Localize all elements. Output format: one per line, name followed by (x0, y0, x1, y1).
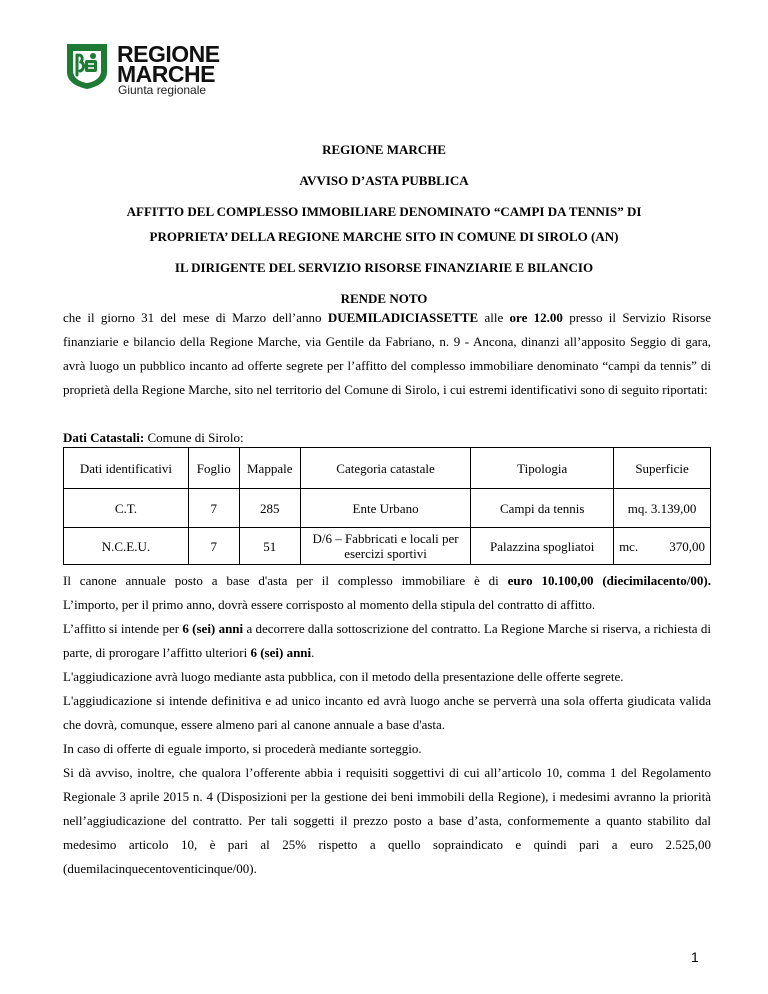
intro-paragraph: che il giorno 31 del mese di Marzo dell’anno DUEMILADICIASSETTE alle ore 12.00 presso il Servizio Risorse finanziarie e bilancio della Regione Marche, via Gentile da Fabriano, n. 9 - Ancona, dinanzi all’apposito Seggio di gara, avrà luogo un pubblico incanto ad offerte segrete per l’affitto del complesso immobiliare denominato “campi da tennis” di proprietà della Regione Marche, sito nel territorio del Comune di Sirolo, i cui estremi identificativi sono di seguito riportati: (63, 310, 712, 397)
avviso-paragraph: Si dà avviso, inoltre, che qualora l’offerente abbia i requisiti soggettivi di cui all’articolo 10, comma 1 del Regolamento Regionale 3 aprile 2015 n. 4 (Disposizioni per la gestione dei beni immobili della Regione), i medesimi avranno la priorità nell’aggiudicazione del contratto. Per tali soggetti il prezzo posto a base d’asta, conformemente a quanto stabilito dal medesimo articolo 10, è pari al 25% rispetto a quello sopraindicato e quindi pari a euro 2.525,00 (duemilacinquecentoventicinque/00). (63, 765, 711, 876)
table-cell: N.C.E.U. (64, 528, 189, 565)
cadastral-table (63, 447, 711, 565)
table-cell: Campi da tennis (471, 489, 614, 528)
table-cell (614, 528, 711, 565)
canone-amount: euro 10.100,00 (diecimilacento/00). (507, 573, 711, 588)
heading-official: IL DIRIGENTE DEL SERVIZIO RISORSE FINANZIARIE E BILANCIO (174, 260, 594, 275)
table-header-row (64, 448, 711, 489)
importo-paragraph: L’importo, per il primo anno, dovrà essere corrisposto al momento della stipula del contratto di affitto. (63, 597, 596, 612)
dati-catastali-text: Comune di Sirolo: (144, 430, 244, 445)
table-cell: C.T. (64, 489, 189, 528)
year-text: DUEMILADICIASSETTE (327, 310, 479, 325)
table-header-cell: Mappale (239, 448, 300, 489)
definitiva-paragraph: L'aggiudicazione si intende definitiva e ad unico incanto ed avrà luogo anche se perverrà una sola offerta giudicata valida che dovrà, comunque, essere almeno pari al canone annuale a base d'asta. (63, 693, 711, 732)
table-cell: D/6 – Fabbricati e locali per esercizi sportivi (300, 528, 471, 565)
surface-value: 370,00 (669, 538, 705, 554)
logo-wordmark-marche: MARCHE (117, 61, 215, 87)
sorteggio-paragraph: In caso di offerte di eguale importo, si procederà mediante sorteggio. (63, 741, 422, 756)
dati-catastali-label: Dati Catastali: (63, 430, 145, 445)
table-cell: mq. 3.139,00 (614, 489, 711, 528)
table-cell: 7 (188, 528, 239, 565)
table-header-cell: Dati identificativi (64, 448, 189, 489)
heading-subject-line-1: AFFITTO DEL COMPLESSO IMMOBILIARE DENOMINATO “CAMPI DA TENNIS” DI (126, 204, 642, 219)
table-header-cell: Categoria catastale (300, 448, 471, 489)
table-header-cell: Superficie (614, 448, 711, 489)
regione-marche-emblem-icon (64, 42, 110, 90)
heading-notice: AVVISO D’ASTA PUBBLICA (299, 173, 469, 188)
table-header-cell: Foglio (188, 448, 239, 489)
table-cell: 7 (188, 489, 239, 528)
table-cell: 285 (239, 489, 300, 528)
durata-paragraph: L’affitto si intende per 6 (sei) anni a decorrere dalla sottoscrizione del contratto. La Regione Marche si riserva, a richiesta di parte, di prorogare l’affitto ulteriori 6 (sei) anni. (63, 621, 711, 660)
table-cell: Palazzina spogliatoi (471, 528, 614, 565)
proroga-years: 6 (sei) anni (250, 645, 312, 660)
time-text: ore 12.00 (509, 310, 563, 325)
table-row (64, 528, 711, 565)
logo-subtitle: Giunta regionale (118, 83, 207, 97)
table-row (64, 489, 711, 528)
canone-paragraph: Il canone annuale posto a base d'asta per il complesso immobiliare è di euro 10.100,00 (diecimilacento/00). (63, 573, 711, 588)
regione-marche-logo (64, 42, 244, 98)
heading-subject-line-2: PROPRIETA’ DELLA REGIONE MARCHE SITO IN COMUNE DI SIROLO (AN) (149, 229, 619, 244)
page-number: 1 (691, 949, 699, 965)
table-cell: Ente Urbano (300, 489, 471, 528)
surface-unit: mc. (619, 538, 639, 554)
table-cell: 51 (239, 528, 300, 565)
heading-organization: REGIONE MARCHE (322, 142, 446, 157)
logo-wordmark-regione: REGIONE (117, 41, 220, 67)
table-header-cell: Tipologia (471, 448, 614, 489)
aggiudicazione-paragraph: L'aggiudicazione avrà luogo mediante asta pubblica, con il metodo della presentazione delle offerte segrete. (63, 669, 624, 684)
heading-rende-noto: RENDE NOTO (340, 291, 428, 306)
durata-years: 6 (sei) anni (182, 621, 244, 636)
